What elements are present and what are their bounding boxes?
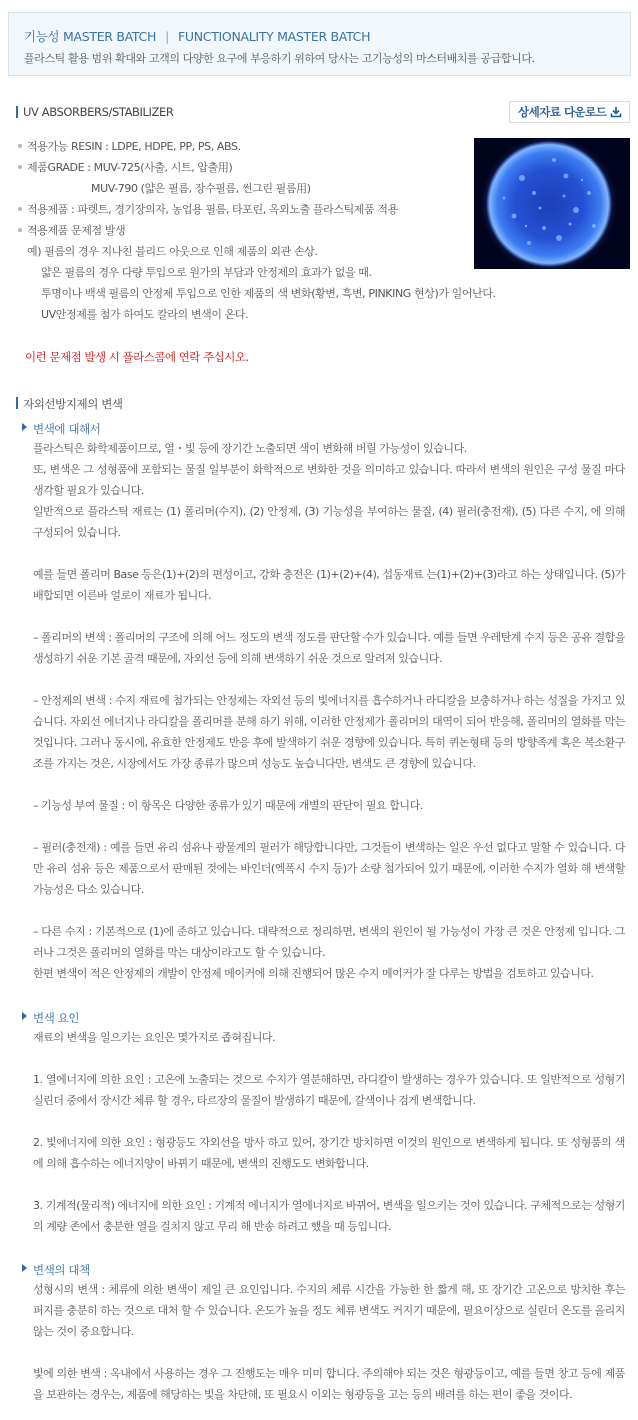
about-para-7: – 기능성 부여 물질 : 이 항목은 다양한 종류가 있기 때문에 개별의 판단이 필요 합니다. <box>33 799 423 812</box>
bullet-text: 적용제품 문제점 발생 <box>27 224 126 237</box>
title-ko: 기능성 MASTER BATCH <box>24 29 157 44</box>
section-bar-icon <box>16 106 18 118</box>
problem-example-1: 예) 필름의 경우 지나친 블리드 아웃으로 인해 제품의 외관 손상. <box>27 245 318 258</box>
problem-example-3: 투명이나 백색 필름의 안정제 투입으로 인한 제품의 색 변화(황변, 흑변, PINKING 현상)가 일어난다. <box>41 287 496 300</box>
bullet-text: 적용가능 RESIN : LDPE, HDPE, PP, PS, ABS. <box>27 140 241 153</box>
factors-para-3: 2. 빛에너지에 의한 요인 : 형광등도 자외선을 방사 하고 있어, 장기간 방치하면 이것의 원인으로 변색하게 됩니다. 또 성형품의 색에 의해 흡수하는 에너지양이 바뀌기 때문에, 변색의 진행도도 변화합니다. <box>33 1136 625 1170</box>
page-title <box>24 27 370 45</box>
title-separator: | <box>165 29 169 44</box>
download-label: 상세자료 다운로드 <box>518 105 607 119</box>
title-en: FUNCTIONALITY MASTER BATCH <box>177 29 371 44</box>
remedy-para-1: 성형시의 변색 : 체류에 의한 변색이 제일 큰 요인입니다. 수지의 체류 시간을 가능한 한 짧게 해, 또 장기간 고온으로 방치한 후는 퍼지를 충분히 하는 것으로 대처 할 수 있습니다. 온도가 높을 정도 체류 변색도 커지기 때문에, 필요이상으로 실린더 온도를 올리지 않는 것이 중요합니다. <box>33 1283 625 1338</box>
discolor-section-title-text: 자외선방지제의 변색 <box>23 397 123 411</box>
triangle-bullet-icon <box>22 423 27 431</box>
uv-section-title-text: UV ABSORBERS/STABILIZER <box>23 105 174 119</box>
intro-header <box>8 12 631 76</box>
problem-example-2: 얇은 필름의 경우 다량 투입으로 원가의 부담과 안정제의 효과가 없을 때. <box>41 266 372 279</box>
bullet-dot-icon <box>18 144 22 148</box>
remedy-para-2: 빛에 의한 변색 : 옥내에서 사용하는 경우 그 진행도는 매우 미미 합니다. 주의해야 되는 것은 형광등이고, 예를 들면 창고 등에 제품을 보관하는 경우는, 제품에 해당하는 빛을 차단해, 또 필요시 이외는 형광등을 고는 등의 배려를 하는 편이 좋을 것이다. <box>33 1367 625 1401</box>
about-discolor-heading <box>22 421 101 437</box>
bullet-dot-icon <box>18 165 22 169</box>
grade-line-2: MUV-790 (얇은 필름, 장수필름, 썬그린 필름用) <box>91 182 311 195</box>
about-heading-text: 변색에 대해서 <box>33 422 101 436</box>
uv-section-title <box>16 105 173 119</box>
factors-para-4: 3. 기계적(물리적) 에너지에 의한 요인 : 기계적 에너지가 열에너지로 바뀌어, 변색을 일으키는 것이 있습니다. 구체적으로는 성형기의 계량 존에서 충분한 열을 걸치지 않고 무리 해 반송 하려고 했을 때 등입니다. <box>33 1199 625 1233</box>
about-para-9: – 다른 수지 : 기본적으로 (1)에 준하고 있습니다. 대략적으로 정리하면, 변색의 원인이 될 가능성이 가장 큰 것은 안정제 입니다. 그러나 그것은 폴리머의 열화를 막는 대상이라고도 할 수 있습니다. <box>33 925 625 959</box>
contact-warning: 이런 문제점 발생 시 플라스콤에 연락 주십시오. <box>25 350 249 364</box>
remedy-heading-text: 변색의 대책 <box>33 1263 90 1277</box>
triangle-bullet-icon <box>22 1264 27 1272</box>
bullet-dot-icon <box>18 228 22 232</box>
about-para-10: 한편 변색이 적은 안정제의 개발이 안정제 메이커에 의해 진행되어 많은 수지 메이커가 잘 다루는 방법을 검토하고 있습니다. <box>33 967 594 980</box>
discolor-remedy-heading <box>22 1262 90 1278</box>
section-bar-icon <box>16 397 18 409</box>
factors-para-1: 재료의 변색을 일으키는 요인은 몇가지로 좁혀집니다. <box>33 1031 276 1044</box>
grade-bullet <box>18 159 232 175</box>
about-para-3: 일반적으로 플라스틱 재료는 (1) 폴리머(수지), (2) 안정제, (3) 기능성을 부여하는 물질, (4) 필러(충전재), (5) 다른 수지, 에 의해 구성되어 있습니다. <box>33 505 625 539</box>
bullet-dot-icon <box>18 207 22 211</box>
factors-para-2: 1. 열에너지에 의한 요인 : 고온에 노출되는 것으로 수지가 열분해하면, 라디칼이 발생하는 경우가 있습니다. 또 일반적으로 성형기 실린더 중에서 장시간 체류 할 경우, 타르장의 물질이 발생하기 때문에, 갈색이나 검게 변색합니다. <box>33 1073 625 1107</box>
bullet-text: 적용제품 : 파렛트, 경기장의자, 농업용 필름, 타포린, 옥외노출 플라스틱제품 적용 <box>27 203 398 216</box>
problem-example-4: UV안정제를 첨가 하여도 칼라의 변색이 온다. <box>41 308 249 321</box>
intro-description: 플라스틱 활용 범위 확대와 고객의 다양한 요구에 부응하기 위하여 당사는 고기능성의 마스터배치를 공급합니다. <box>24 52 535 65</box>
about-para-1: 플라스틱은 화학제품이므로, 열・빛 등에 장기간 노출되면 색이 변화해 버릴 가능성이 있습니다. <box>33 442 467 455</box>
discolor-factors-heading <box>22 1010 79 1026</box>
discolor-section-title <box>16 396 123 412</box>
download-icon <box>610 106 622 118</box>
bullet-text: 제품GRADE : MUV-725(사출, 시트, 압출用) <box>27 161 233 174</box>
about-para-8: – 필러(충전재) : 예를 들면 유리 섬유나 광물계의 필러가 해당합니다만, 그것들이 변색하는 일은 우선 없다고 말할 수 있습니다. 다만 유리 섬유 등은 제품으로서 판매된 것에는 바인더(엑폭시 수지 등)가 소량 첨가되어 있기 때문에, 이러한 수지가 열화 해 변색할 가능성은 다소 있습니다. <box>33 841 625 896</box>
about-para-6: – 안정제의 변색 : 수지 재료에 첨가되는 안정제는 자외선 등의 빛에너지를 흡수하거나 라디칼을 보충하거나 하는 성질을 가지고 있습니다. 자외선 에너지나 라디칼을 폴리머를 분해 하기 위해, 이러한 안정제가 폴리머의 대역이 되어 반응해, 폴리머의 열화를 막는 것입니다. 그러나 동시에, 유효한 안정제도 반응 후에 발색하기 쉬운 경향에 있습니다. 특히 퀴논형태 등의 방향족계 혹은 복소환구조를 가지는 것은, 시장에서도 가장 종류가 많으며 성능도 높습니다만, 변색도 큰 경향에 있습니다. <box>33 694 625 770</box>
triangle-bullet-icon <box>22 1012 27 1020</box>
sun-image-graphic <box>474 138 630 269</box>
uv-sun-image <box>474 138 630 269</box>
products-bullet <box>18 201 398 217</box>
download-button[interactable] <box>509 101 630 123</box>
about-para-4: 예를 들면 폴리머 Base 등은(1)+(2)의 편성이고, 강화 충전은 (1)+(2)+(4), 섭동재료 는(1)+(2)+(3)라고 하는 상태입니다. (5)가 배합되면 이른바 얼로이 재료가 됩니다. <box>33 568 625 602</box>
about-para-2: 또, 변색은 그 성형품에 포함되는 물질 일부분이 화학적으로 변화한 것을 의미하고 있습니다. 따라서 변색의 원인은 구성 물질 마다 생각할 필요가 있습니다. <box>33 463 625 497</box>
about-para-5: – 폴리머의 변색 : 폴리머의 구조에 의해 어느 정도의 변색 정도를 판단할 수가 있습니다. 예를 들면 우레탄계 수지 등은 공유 결합을 생성하기 쉬운 기본 골격 때문에, 자외선 등에 의해 변색하기 쉬운 것으로 알려져 있습니다. <box>33 631 625 665</box>
factors-heading-text: 변색 요인 <box>33 1011 80 1025</box>
problems-bullet <box>18 222 125 238</box>
resin-bullet <box>18 138 241 154</box>
